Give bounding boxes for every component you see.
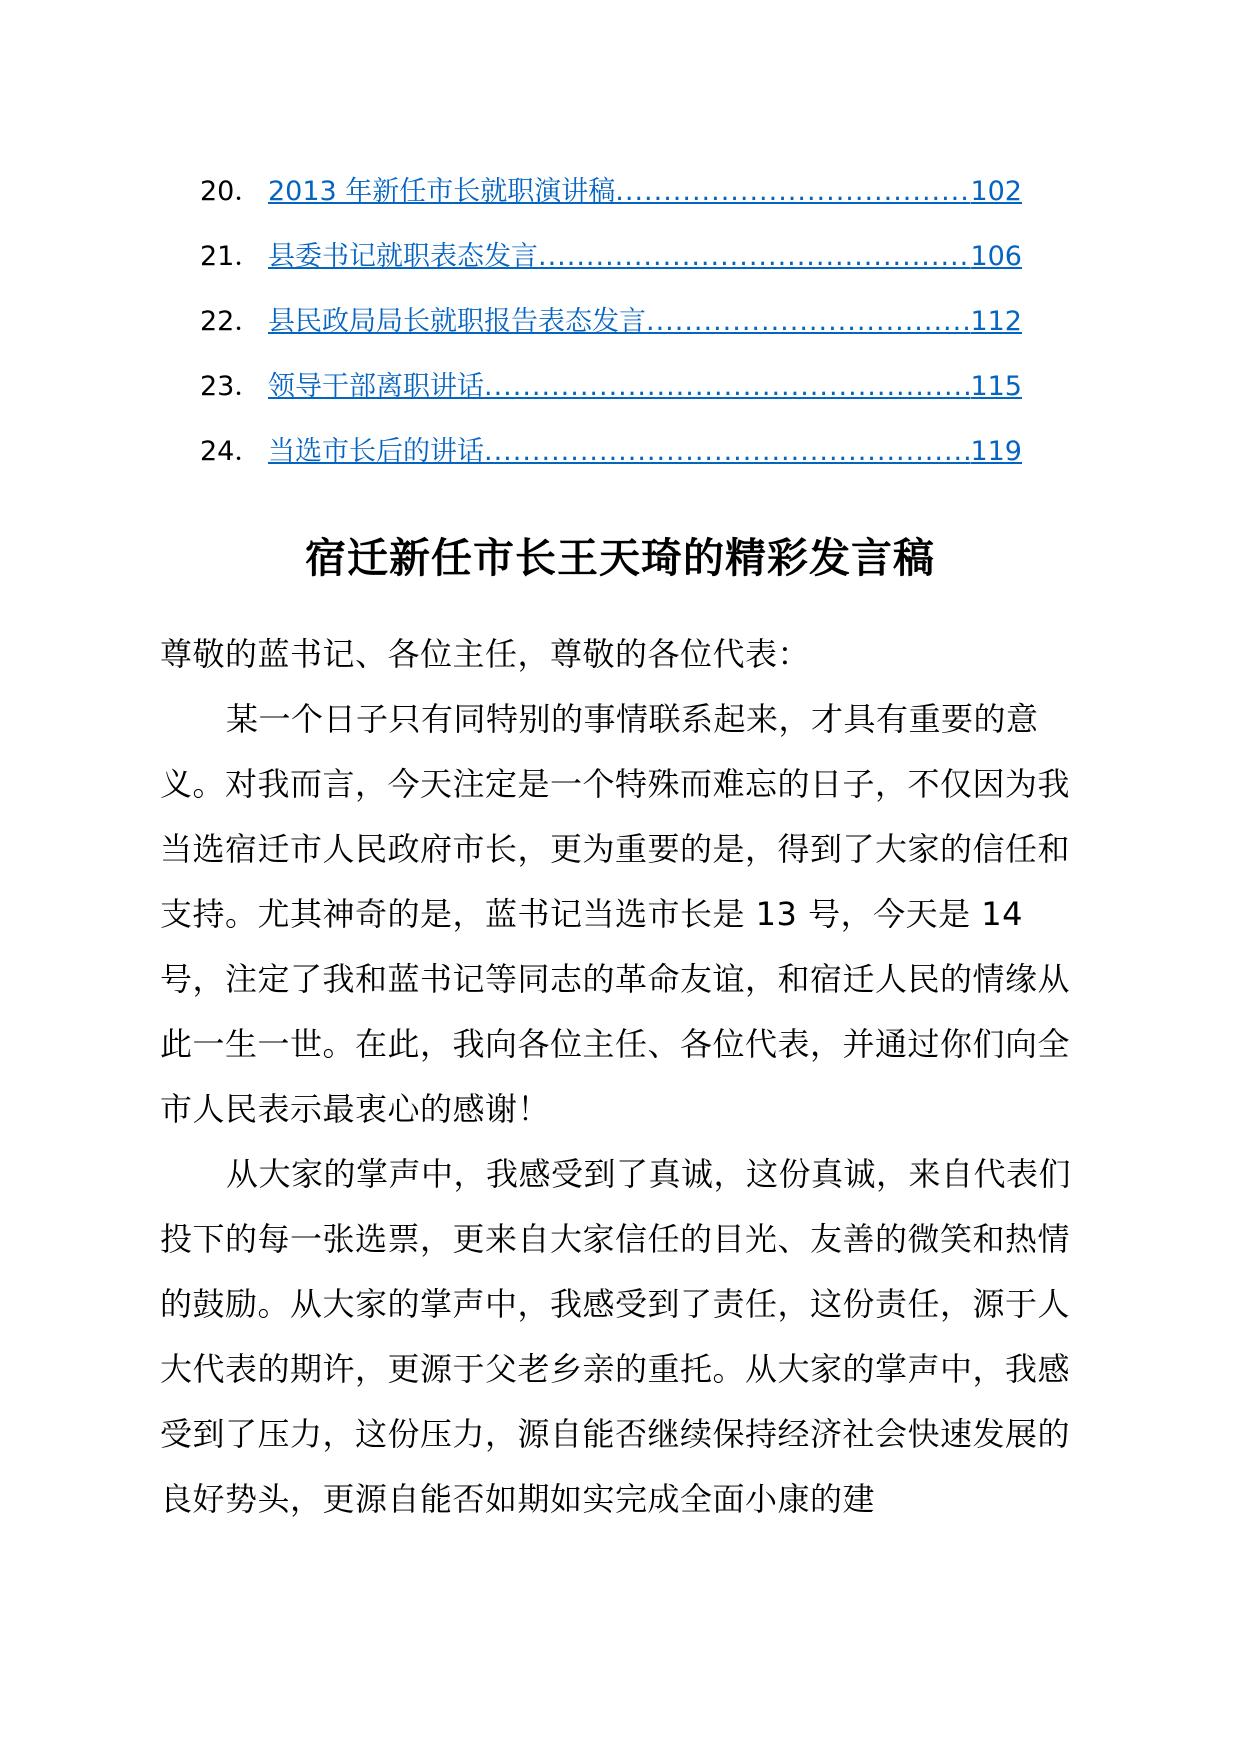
table-of-contents	[200, 172, 1022, 497]
toc-entry-title: 县委书记就职表态发言	[268, 241, 538, 272]
toc-entry-page: 112	[970, 306, 1022, 337]
body-paragraph: 某一个日子只有同特别的事情联系起来，才具有重要的意义。对我而言，今天注定是一个特殊而难忘的日子，不仅因为我当选宿迁市人民政府市长，更为重要的是，得到了大家的信任和支持。尤其神奇的是，蓝书记当选市长是 13 号，今天是 14 号，注定了我和蓝书记等同志的革命友谊，和宿迁人民的情缘从此一生一世。在此，我向各位主任、各位代表，并通过你们向全市人民表示最衷心的感谢！	[160, 700, 1071, 1128]
toc-entry-number: 23．	[200, 371, 262, 402]
document-body	[160, 622, 1093, 1532]
toc-entry-24	[200, 432, 1022, 497]
document-title: 宿迁新任市长王天琦的精彩发言稿	[305, 534, 935, 582]
toc-entry-22	[200, 302, 1022, 367]
toc-dot-leader	[484, 367, 970, 407]
toc-entry-title: 2013 年新任市长就职演讲稿	[268, 176, 616, 207]
toc-dot-leader	[538, 237, 970, 277]
toc-entry-title: 当选市长后的讲话	[268, 436, 484, 467]
toc-entry-link[interactable]	[268, 302, 1022, 342]
toc-entry-23	[200, 367, 1022, 432]
toc-entry-link[interactable]	[268, 432, 1022, 472]
toc-entry-link[interactable]	[268, 237, 1022, 277]
toc-entry-title: 领导干部离职讲话	[268, 371, 484, 402]
body-paragraph: 从大家的掌声中，我感受到了真诚，这份真诚，来自代表们投下的每一张选票，更来自大家信任的目光、友善的微笑和热情的鼓励。从大家的掌声中，我感受到了责任，这份责任，源于人大代表的期许，更源于父老乡亲的重托。从大家的掌声中，我感受到了压力，这份压力，源自能否继续保持经济社会快速发展的良好势头，更源自能否如期如实完成全面小康的建	[160, 1155, 1072, 1518]
toc-entry-link[interactable]	[268, 367, 1022, 407]
salutation: 尊敬的蓝书记、各位主任，尊敬的各位代表：	[160, 635, 811, 673]
toc-entry-link[interactable]	[268, 172, 1022, 212]
toc-entry-title: 县民政局局长就职报告表态发言	[268, 306, 646, 337]
toc-entry-number: 21．	[200, 241, 262, 272]
toc-entry-number: 22．	[200, 306, 262, 337]
toc-dot-leader	[484, 432, 970, 472]
toc-entry-page: 119	[970, 436, 1022, 467]
toc-entry-20	[200, 172, 1022, 237]
toc-entry-21	[200, 237, 1022, 302]
toc-entry-number: 24．	[200, 436, 262, 467]
toc-dot-leader	[646, 302, 970, 342]
toc-entry-number: 20．	[200, 176, 262, 207]
toc-dot-leader	[615, 172, 970, 212]
toc-entry-page: 115	[970, 371, 1022, 402]
toc-entry-page: 102	[970, 176, 1022, 207]
toc-entry-page: 106	[970, 241, 1022, 272]
